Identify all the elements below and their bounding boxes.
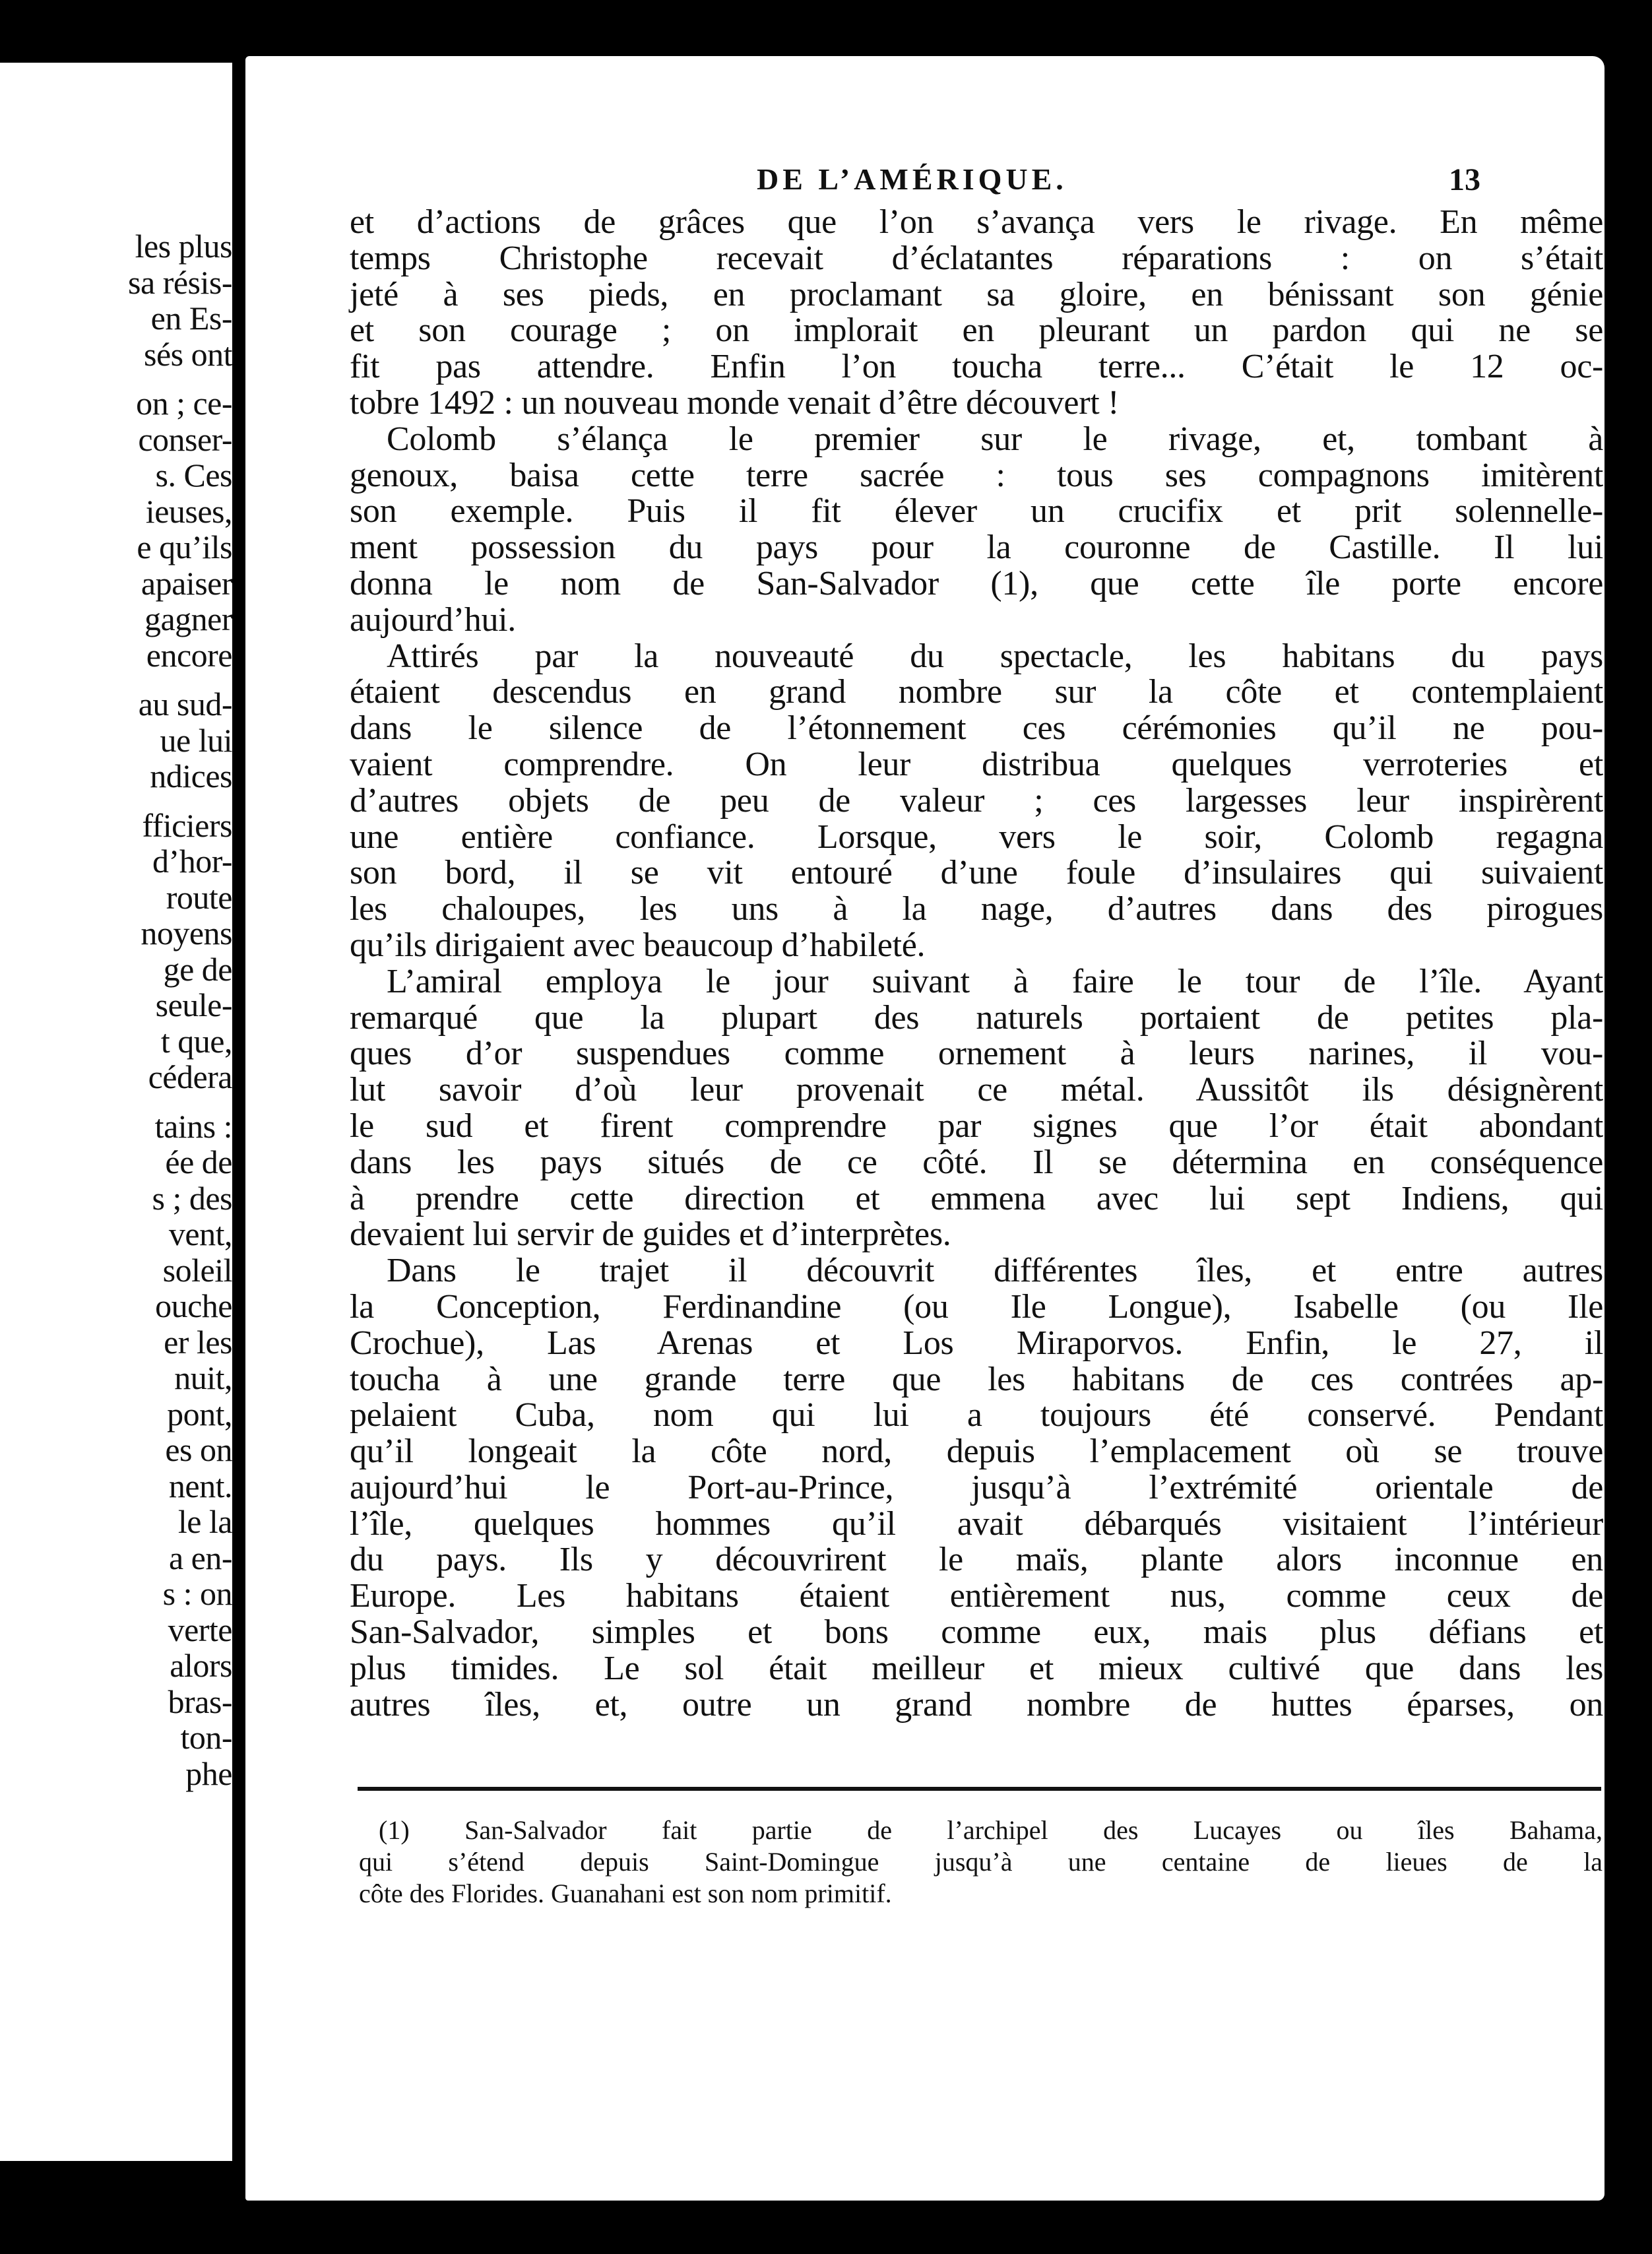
left-page-line: ton- bbox=[180, 1719, 232, 1756]
left-page-line: d’hor- bbox=[152, 843, 232, 880]
left-page-line: verte bbox=[168, 1611, 232, 1648]
left-page-line: ieuses, bbox=[145, 492, 232, 530]
text-line: qu’il longeait la côte nord, depuis l’emplacement où se trouve bbox=[350, 1433, 1603, 1471]
left-page-line: phe bbox=[185, 1755, 232, 1792]
footnote-line: qui s’étend depuis Saint-Domingue jusqu’à une centaine de lieues de la bbox=[359, 1847, 1603, 1877]
text-line: d’autres objets de peu de valeur ; ces largesses leur inspirèrent bbox=[350, 781, 1603, 820]
text-line: aujourd’hui le Port-au-Prince, jusqu’à l’extrémité orientale de bbox=[350, 1468, 1603, 1506]
text-line: toucha à une grande terre que les habitans de ces contrées ap- bbox=[350, 1360, 1603, 1398]
text-line: autres îles, et, outre un grand nombre de huttes éparses, on bbox=[350, 1685, 1603, 1723]
text-line: genoux, baisa cette terre sacrée : tous ses compagnons imitèrent bbox=[350, 456, 1603, 494]
left-page-line: on ; ce- bbox=[136, 385, 232, 422]
left-page-line: au sud- bbox=[138, 686, 232, 723]
page-number: 13 bbox=[1449, 162, 1480, 197]
left-page-line: ue lui bbox=[160, 721, 232, 759]
left-page-line: sa résis- bbox=[128, 263, 232, 301]
text-line: Europe. Les habitans étaient entièrement nus, comme ceux de bbox=[350, 1577, 1603, 1615]
right-page bbox=[245, 56, 1604, 2201]
text-line: la Conception, Ferdinandine (ou Ile Longue), Isabelle (ou Ile bbox=[350, 1287, 1603, 1326]
left-page-line: fficiers bbox=[142, 806, 232, 844]
text-line: fit pas attendre. Enfin l’on toucha terre... C’était le 12 oc- bbox=[350, 348, 1603, 386]
footnote bbox=[359, 1815, 1603, 1910]
text-line: plus timides. Le sol était meilleur et mieux cultivé que dans les bbox=[350, 1649, 1603, 1687]
left-page-fragment bbox=[0, 63, 232, 2161]
text-line: Dans le trajet il découvrit différentes îles, et entre autres bbox=[387, 1252, 1603, 1290]
text-line: Attirés par la nouveauté du spectacle, les habitans du pays bbox=[387, 637, 1603, 675]
text-line: l’île, quelques hommes qu’il avait débarqués visitaient l’intérieur bbox=[350, 1504, 1603, 1543]
left-page-line: ée de bbox=[165, 1143, 232, 1180]
left-page-line: route bbox=[166, 878, 232, 916]
text-line: son bord, il se vit entouré d’une foule d’insulaires qui suivaient bbox=[350, 854, 1603, 892]
text-line: les chaloupes, les uns à la nage, d’autres dans des pirogues bbox=[350, 890, 1603, 928]
running-title: DE L’AMÉRIQUE. bbox=[757, 162, 1067, 196]
left-page-line: s ; des bbox=[152, 1179, 232, 1217]
left-page-line: apaiser bbox=[141, 564, 232, 602]
left-page-line: le la bbox=[177, 1503, 232, 1540]
book-spine bbox=[232, 0, 245, 2254]
text-line: lut savoir d’où leur provenait ce métal. Aussitôt ils désignèrent bbox=[350, 1071, 1603, 1109]
left-page-line: les plus bbox=[135, 228, 232, 265]
left-page-line: er les bbox=[164, 1323, 232, 1361]
left-page-line: nent. bbox=[168, 1467, 232, 1504]
text-line: le sud et firent comprendre par signes que l’or était abondant bbox=[350, 1107, 1603, 1145]
running-header bbox=[245, 162, 1604, 201]
text-line: vaient comprendre. On leur distribua quelques verroteries et bbox=[350, 745, 1603, 783]
text-line: devaient lui servir de guides et d’interprètes. bbox=[350, 1215, 951, 1254]
text-line: son exemple. Puis il fit élever un crucifix et prit solennelle- bbox=[350, 492, 1603, 531]
left-page-line: gagner bbox=[144, 600, 232, 637]
text-line: Crochue), Las Arenas et Los Miraporvos. Enfin, le 27, il bbox=[350, 1324, 1603, 1362]
text-line: dans le silence de l’étonnement ces cérémonies qu’il ne pou- bbox=[350, 709, 1603, 748]
text-line: pelaient Cuba, nom qui lui a toujours été conservé. Pendant bbox=[350, 1396, 1603, 1434]
left-page-line: alors bbox=[170, 1647, 232, 1684]
text-line: jeté à ses pieds, en proclamant sa gloire, en bénissant son génie bbox=[350, 275, 1603, 313]
left-page-line: en Es- bbox=[150, 300, 232, 337]
left-page-line: soleil bbox=[162, 1251, 232, 1289]
left-page-line: pont, bbox=[167, 1395, 232, 1433]
text-line: à prendre cette direction et emmena avec lui sept Indiens, qui bbox=[350, 1179, 1603, 1217]
footnote-line: côte des Florides. Guanahani est son nom primitif. bbox=[359, 1879, 892, 1908]
left-page-line: encore bbox=[146, 636, 232, 674]
text-line: San-Salvador, simples et bons comme eux, mais plus défians et bbox=[350, 1613, 1603, 1652]
left-page-line: s. Ces bbox=[155, 457, 232, 494]
text-line: et d’actions de grâces que l’on s’avança vers le rivage. En même bbox=[350, 203, 1603, 241]
left-page-line: ouche bbox=[155, 1287, 232, 1324]
text-line: du pays. Ils y découvrirent le maïs, plante alors inconnue en bbox=[350, 1541, 1603, 1579]
left-page-line: nuit, bbox=[174, 1359, 232, 1396]
text-line: Colomb s’élança le premier sur le rivage, et, tombant à bbox=[387, 420, 1603, 458]
left-page-line: cédera bbox=[148, 1058, 232, 1095]
left-page-line: sés ont bbox=[144, 335, 232, 373]
body-text bbox=[350, 205, 1603, 1723]
left-page-line: bras- bbox=[168, 1683, 232, 1720]
text-line: qu’ils dirigaient avec beaucoup d’habileté. bbox=[350, 926, 926, 964]
text-line: aujourd’hui. bbox=[350, 600, 517, 639]
text-line: tobre 1492 : un nouveau monde venait d’être découvert ! bbox=[350, 383, 1120, 422]
text-line: étaient descendus en grand nombre sur la côte et contemplaient bbox=[350, 673, 1603, 711]
left-page-line: seule- bbox=[155, 986, 232, 1023]
text-line: temps Christophe recevait d’éclatantes réparations : on s’était bbox=[350, 239, 1603, 277]
text-line: ques d’or suspendues comme ornement à leurs narines, il vou- bbox=[350, 1035, 1603, 1073]
left-page-line: conser- bbox=[138, 420, 232, 458]
left-page-line: tains : bbox=[154, 1107, 232, 1145]
text-line: ment possession du pays pour la couronne de Castille. Il lui bbox=[350, 529, 1603, 567]
footnote-rule bbox=[358, 1787, 1601, 1791]
left-page-line: ge de bbox=[163, 950, 232, 988]
text-line: L’amiral employa le jour suivant à faire le tour de l’île. Ayant bbox=[387, 962, 1603, 1000]
text-line: et son courage ; on implorait en pleurant un pardon qui ne se bbox=[350, 311, 1603, 350]
left-page-line: vent, bbox=[168, 1215, 232, 1252]
text-line: une entière confiance. Lorsque, vers le soir, Colomb regagna bbox=[350, 818, 1603, 856]
footnote-line: (1) San-Salvador fait partie de l’archipel des Lucayes ou îles Bahama, bbox=[379, 1815, 1603, 1845]
left-page-line: t que, bbox=[160, 1022, 232, 1060]
text-line: dans les pays situés de ce côté. Il se détermina en conséquence bbox=[350, 1143, 1603, 1181]
text-line: remarqué que la plupart des naturels portaient de petites pla- bbox=[350, 998, 1603, 1037]
left-page-line: noyens bbox=[141, 915, 232, 951]
text-line: donna le nom de San-Salvador (1), que cette île porte encore bbox=[350, 564, 1603, 602]
left-page-line: a en- bbox=[168, 1539, 232, 1576]
left-page-line: ndices bbox=[150, 757, 232, 794]
left-page-line: e qu’ils bbox=[137, 529, 232, 565]
left-page-line: s : on bbox=[162, 1575, 232, 1612]
left-page-line: es on bbox=[165, 1431, 232, 1468]
